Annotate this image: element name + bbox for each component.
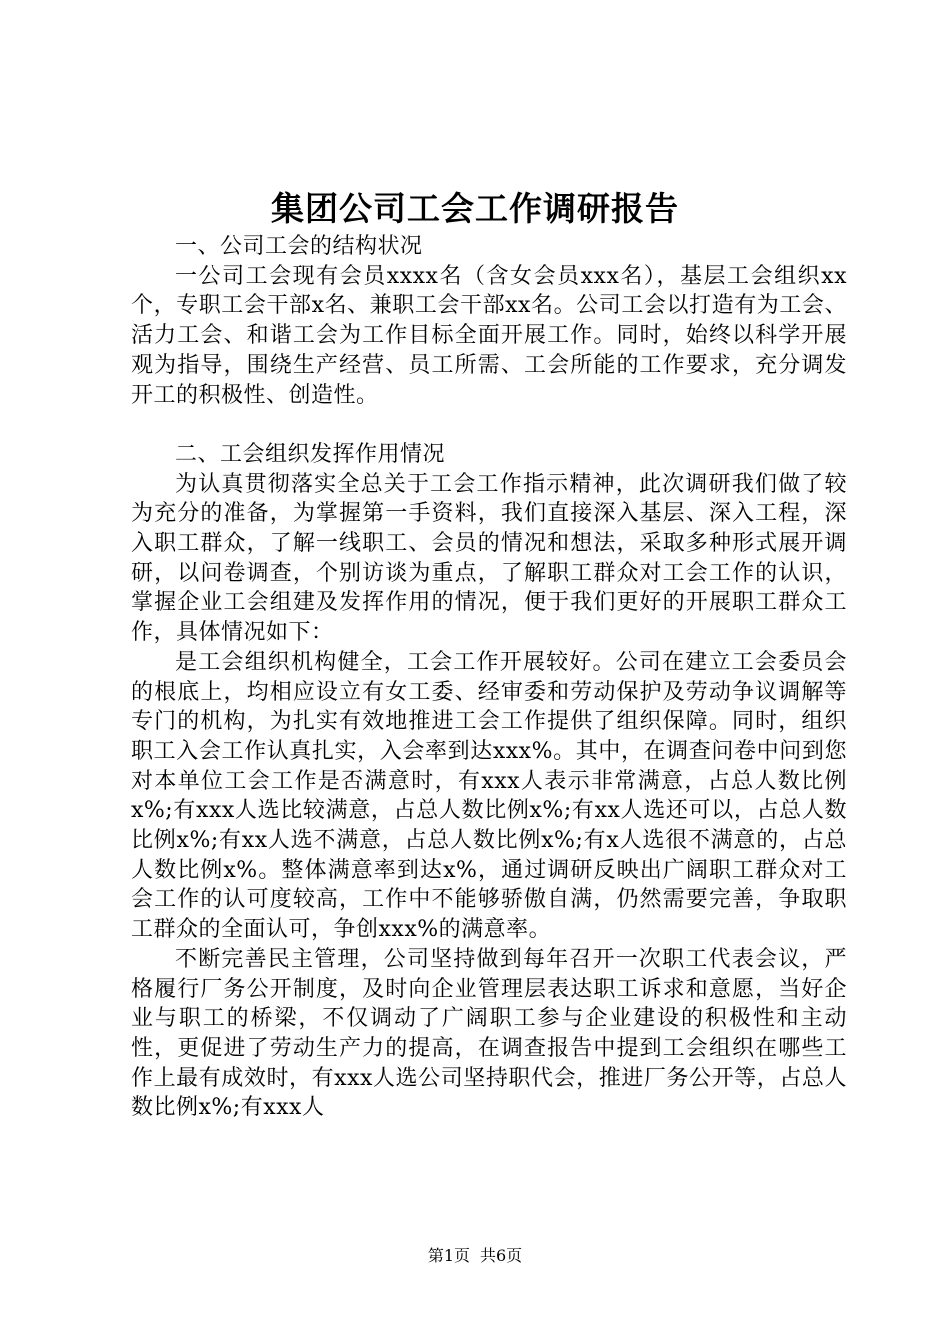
document-body: [131, 232, 847, 1123]
section-2-paragraph-1: 为认真贯彻落实全总关于工会工作指示精神，此次调研我们做了较为充分的准备，为掌握第一手资料，我们直接深入基层、深入工程，深入职工群众，了解一线职工、会员的情况和想法，采取多种形式展开调研，以问卷调查，个别访谈为重点，了解职工群众对工会工作的认识，掌握企业工会组建及发挥作用的情况，便于我们更好的开展职工群众工作，具体情况如下：: [131, 471, 847, 646]
document-title: 集团公司工会工作调研报告: [271, 189, 679, 228]
section-1-heading: 一、公司工会的结构状况: [175, 234, 423, 259]
section-2-heading: 二、工会组织发挥作用情况: [175, 441, 446, 467]
section-2-paragraph-2: 是工会组织机构健全，工会工作开展较好。公司在建立工会委员会的根底上，均相应设立有女工委、经审委和劳动保护及劳动争议调解等专门的机构，为扎实有效地推进工会工作提供了组织保障。同时，组织职工入会工作认真扎实，入会率到达xxx%。其中，在调查问卷中问到您对本单位工会工作是否满意时，有xxx人表示非常满意，占总人数比例x%;有xxx人选比较满意，占总人数比例x%;有xx人选还可以，占总人数比例x%;有xx人选不满意，占总人数比例x%;有x人选很不满意的，占总人数比例x%。整体满意率到达x%，通过调研反映出广阔职工群众对工会工作的认可度较高，工作中不能够骄傲自满，仍然需要完善，争取职工群众的全面认可，争创xxx%的满意率。: [131, 649, 847, 943]
section-1-paragraph-1: 一公司工会现有会员xxxx名（含女会员xxx名），基层工会组织xx个，专职工会干部x名、兼职工会干部xx名。公司工会以打造有为工会、活力工会、和谐工会为工作目标全面开展工作。同时，始终以科学开展观为指导，围绕生产经营、员工所需、工会所能的工作要求，充分调发开工的积极性、创造性。: [131, 263, 847, 408]
section-2-paragraph-3: 不断完善民主管理，公司坚持做到每年召开一次职工代表会议，严格履行厂务公开制度，及时向企业管理层表达职工诉求和意愿，当好企业与职工的桥梁，不仅调动了广阔职工参与企业建设的积极性和主动性，更促进了劳动生产力的提高，在调查报告中提到工会组织在哪些工作上最有成效时，有xxx人选公司坚持职代会，推进厂务公开等，占总人数比例x%;有xxx人: [131, 946, 847, 1121]
paragraph-spacer: [131, 410, 847, 440]
page-footer: [0, 1244, 950, 1268]
page-total: 共6页: [480, 1246, 523, 1265]
page-number: 第1页: [427, 1246, 470, 1265]
